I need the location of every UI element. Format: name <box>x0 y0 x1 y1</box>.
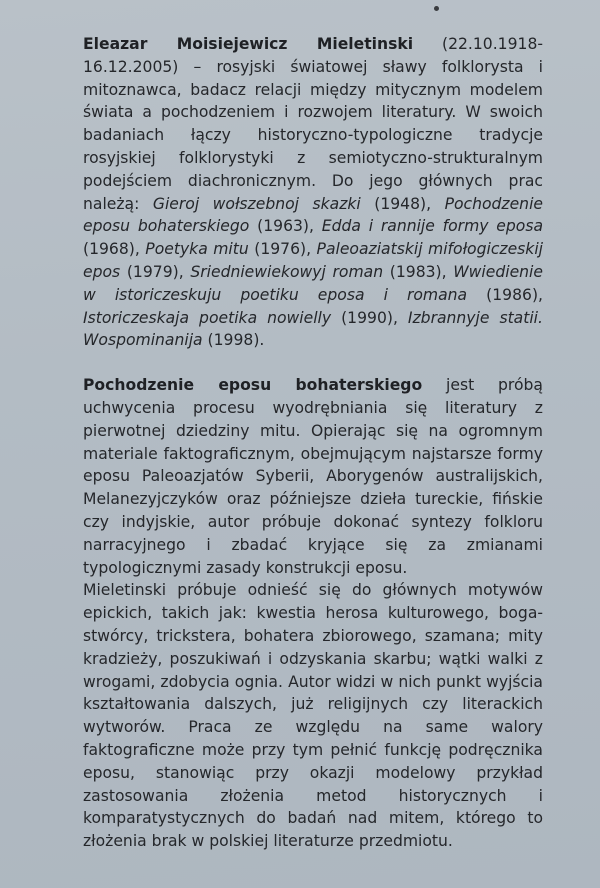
author-name: Eleazar Moisiejewicz Mieletinski <box>83 35 414 53</box>
work-title: Wwiedienie w istoriczeskuju poetiku eposa i romana <box>83 262 543 304</box>
work-title: Edda i rannije formy eposa <box>321 217 544 236</box>
book-description-paragraph <box>83 374 543 579</box>
author-dates: (22.10.1918-16.12.2005) <box>83 35 543 76</box>
author-bio-text: – rosyjski światowej sławy folklorysta i mitoznawca, badacz relacji między mitycznym modelem świata a pochodzeniem i rozwojem literatury. W swoich badaniach łączy historyczno-typologiczne tradycje rosyjskiej folklorystyki z semiotyczno-strukturalnym podejściem diachronicznym. Do jego głównych prac należą: <box>83 57 543 213</box>
work-title: Paleoaziatskij mifołogiczeskij epos <box>83 240 543 281</box>
ink-dot <box>434 6 439 11</box>
work-title: Gieroj wołszebnoj skazki <box>152 194 361 213</box>
work-year: (1998). <box>202 331 265 350</box>
book-description-paragraph-2: Mieletinski próbuje odnieść się do głównych motywów epickich, takich jak: kwestia herosa kulturowego, boga-stwórcy, trickstera, bohatera zbiorowego, szamana; mity kradzieży, poszukiwań i odzyskania skarbu; wątki walki z wrogami, zdobycia ognia. Autor widzi w nich punkt wyjścia kształtowania dalszych, już religijnych czy literackich wytworów. Praca ze względu na same walory faktograficzne może przy tym pełnić funkcję podręcznika eposu, stanowiąc przy okazji modelowy przykład zastosowania złożenia metod historycznych i komparatystycznych do badań nad mitem, którego to złożenia brak w polskiej literaturze przedmiotu. <box>83 581 543 851</box>
work-year: (1976), <box>248 240 317 259</box>
work-year: (1979), <box>120 262 191 281</box>
work-title: Istoriczeskaja poetika nowielly <box>83 308 332 327</box>
work-year: (1990), <box>331 308 408 327</box>
back-cover-text <box>83 33 543 853</box>
work-year: (1948), <box>360 194 445 213</box>
author-bio-paragraph <box>83 33 543 352</box>
work-title: Poetyka mitu <box>145 240 249 259</box>
work-year: (1986), <box>467 285 543 304</box>
book-description-text: jest próbą uchwycenia procesu wyodrębniania się literatury z pierwotnej dziedziny mitu. Opierając się na ogromnym materiale faktograficznym, obejmującym najstarsze formy eposu Paleoazjatów Syberii, Aborygenów australijskich, Melanezyjczyków oraz późniejsze dzieła tureckie, fińskie czy indyjskie, autor próbuje dokonać syntezy folkloru narracyjnego i zbadać kryjące się za zmianami typologicznymi zasady konstrukcji eposu. <box>83 376 543 577</box>
work-year: (1968), <box>83 240 146 259</box>
paragraph-gap <box>83 352 543 374</box>
work-year: (1983), <box>383 262 454 281</box>
book-title: Pochodzenie eposu bohaterskiego <box>83 376 423 395</box>
work-title: Izbrannyje statii. Wospominanija <box>83 308 543 350</box>
work-title: Pochodzenie eposu bohaterskiego <box>83 194 543 236</box>
work-title: Sriedniewiekowyj roman <box>190 262 384 281</box>
work-year: (1963), <box>249 217 322 236</box>
